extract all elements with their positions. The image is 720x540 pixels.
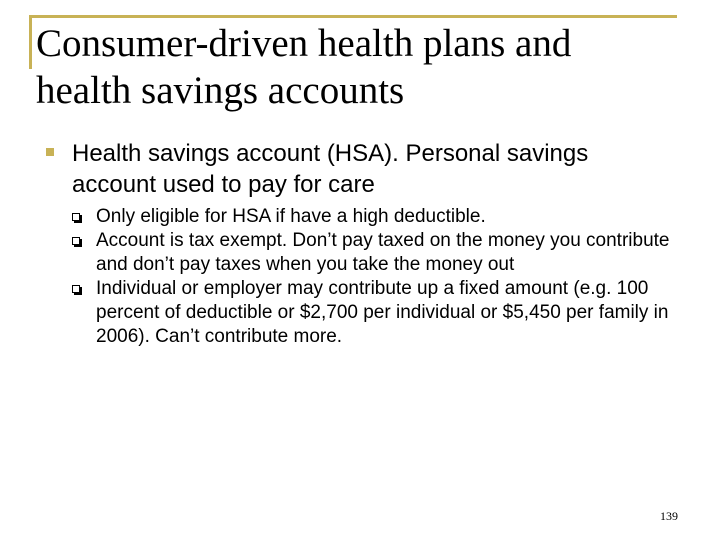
square-bullet-icon: [46, 148, 54, 156]
sub-bullet-text: Account is tax exempt. Don’t pay taxed on the money you contribute and don’t pay taxes when you take the money out: [96, 230, 670, 275]
hollow-square-bullet-icon: [72, 237, 80, 245]
sub-bullet-item: [72, 205, 672, 229]
slide-title: Consumer-driven health plans and health savings accounts: [36, 22, 572, 112]
sub-bullet-list: [72, 205, 672, 349]
sub-bullet-text: Individual or employer may contribute up a fixed amount (e.g. 100 percent of deductible or $2,700 per individual or $5,450 per family in 2006). Can’t contribute more.: [96, 278, 669, 347]
sub-bullet-item: [72, 277, 672, 349]
hollow-square-bullet-icon: [72, 285, 80, 293]
main-bullet-text: Health savings account (HSA). Personal savings account used to pay for care: [72, 140, 589, 198]
hollow-square-bullet-icon: [72, 213, 80, 221]
sub-bullet-text: Only eligible for HSA if have a high deductible.: [96, 206, 486, 227]
sub-bullet-item: [72, 229, 672, 277]
page-number: 139: [660, 509, 678, 523]
